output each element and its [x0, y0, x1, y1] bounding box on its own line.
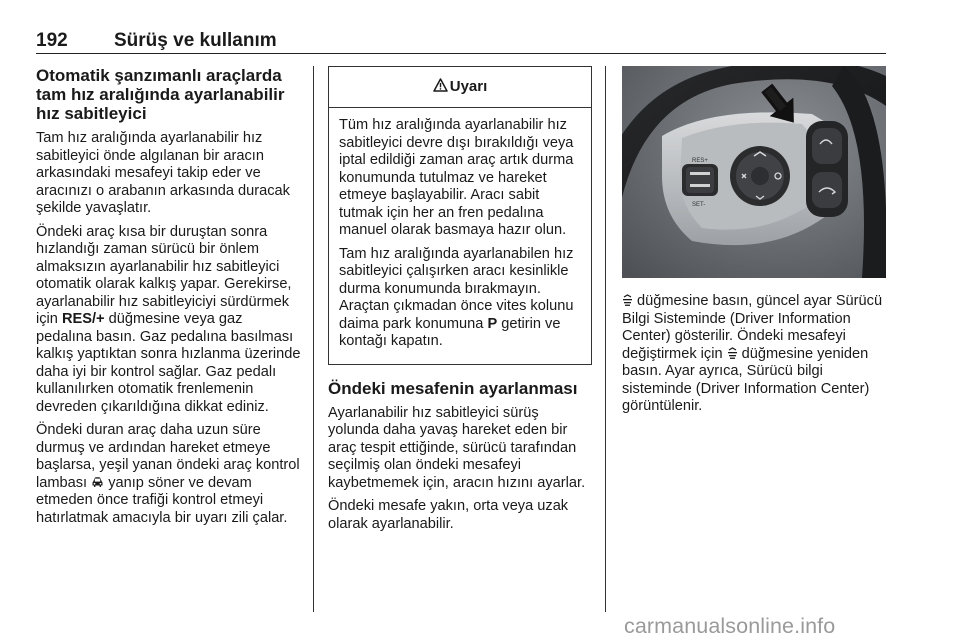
text-run: yanıp söner ve devam etmeden önce trafiği kontrol etmeyi hatırlatmak amacıyla bir uyarı zili çalar.	[36, 474, 288, 526]
text-run: Tam hız aralığında ayarlanabilen hız sabitleyici çalışırken aracı kesinlikle durma konumunda bırakmayın. Araçtan çıkmadan önce vites kolunu daima park konumuna	[339, 245, 574, 332]
park-key: P	[487, 315, 498, 332]
warning-title: Uyarı	[449, 78, 488, 96]
column-3	[622, 66, 888, 422]
warning-triangle-icon	[433, 78, 448, 97]
header-rule	[36, 53, 886, 54]
column-divider-left	[313, 66, 314, 612]
warning-box	[328, 66, 592, 365]
res-plus-key: RES/+	[61, 311, 105, 327]
text-run: getirin ve kontağı kapatın.	[339, 315, 561, 349]
following-distance-icon	[622, 294, 633, 306]
text-run: düğmesine yeniden basın. Ayar ayrıca, Sürücü bilgi sisteminde (Driver Information Center) görüntülenir.	[622, 345, 870, 414]
page-number: 192	[36, 30, 68, 51]
warning-paragraph	[339, 246, 581, 351]
steering-wheel-photo	[622, 66, 886, 278]
text-run: düğmesine basın, güncel ayar Sürücü Bilgi Sisteminde (Driver Information Center) gösterilir. Öndeki mesafeyi değiştirmek için	[622, 293, 883, 362]
paragraph: Ayarlanabilir hız sabitleyici sürüş yolunda daha yavaş hareket eden bir araç tespit ettiğinde, sürücü tarafından seçilmiş olan öndeki mesafeyi kaybetmemek için, aracın hızını ayarlar.	[328, 404, 586, 491]
text-run: Öndeki araç kısa bir duruştan sonra hızlandığı zaman sürücü bir önlem almaksızın ayarlanabilir hız sabitleyici otomatik olarak kalkış yapar. Gerekirse, ayarlanabilir hız sabitleyiciyi sürdürmek için	[36, 223, 292, 327]
warning-paragraph: Tüm hız aralığında ayarlanabilir hız sabitleyici devre dışı bırakıldığı veya iptal edildiği zaman araç artık durma konumunda tutulmaz ve hareket etmeye başlayabilir. Aracı sabit tutmak için her an fren pedalına manuel olarak basmaya hazır olun.	[339, 117, 574, 238]
section-heading-distance: Öndeki mesafenin ayarlanması	[328, 378, 578, 398]
paragraph: Öndeki mesafe yakın, orta veya uzak olarak ayarlanabilir.	[328, 498, 569, 532]
paragraph	[622, 293, 888, 416]
column-1	[36, 66, 302, 533]
paragraph	[36, 224, 302, 417]
res-label: RES+	[692, 158, 708, 164]
text-run: düğmesine veya gaz pedalına basın. Gaz pedalına basılması kalkış yaptıktan sonra hızlanma üzerinde daha iyi bir kontrol sağlar. Gaz pedalı kullanılırken otomatik frenlemenin devreden çıkarıldığına dikkat ediniz.	[36, 311, 301, 415]
set-label: SET-	[692, 202, 706, 208]
vehicle-ahead-icon	[91, 476, 104, 488]
page-header	[36, 30, 886, 52]
watermark: carmanualsonline.info	[624, 614, 836, 638]
paragraph: Tam hız aralığında ayarlanabilir hız sabitleyici önde algılanan bir aracın arkasındaki mesafeyi takip eder ve aracınızı o arabanın arkasında duracak şekilde yavaşlatır.	[36, 130, 290, 216]
following-distance-icon	[727, 347, 738, 359]
section-heading-acc: Otomatik şanzımanlı araçlarda tam hız aralığında ayarlanabilir hız sabitleyici	[36, 66, 285, 123]
paragraph	[36, 422, 302, 527]
column-2	[328, 66, 592, 539]
warning-header	[329, 67, 591, 108]
text-run: Öndeki duran araç daha uzun süre durmuş ve ardından hareket etmeye başlarsa, yeşil yanan öndeki araç kontrol lambası	[36, 422, 300, 491]
chapter-title: Sürüş ve kullanım	[114, 30, 277, 51]
column-divider-right	[605, 66, 606, 612]
warning-body	[329, 108, 591, 364]
